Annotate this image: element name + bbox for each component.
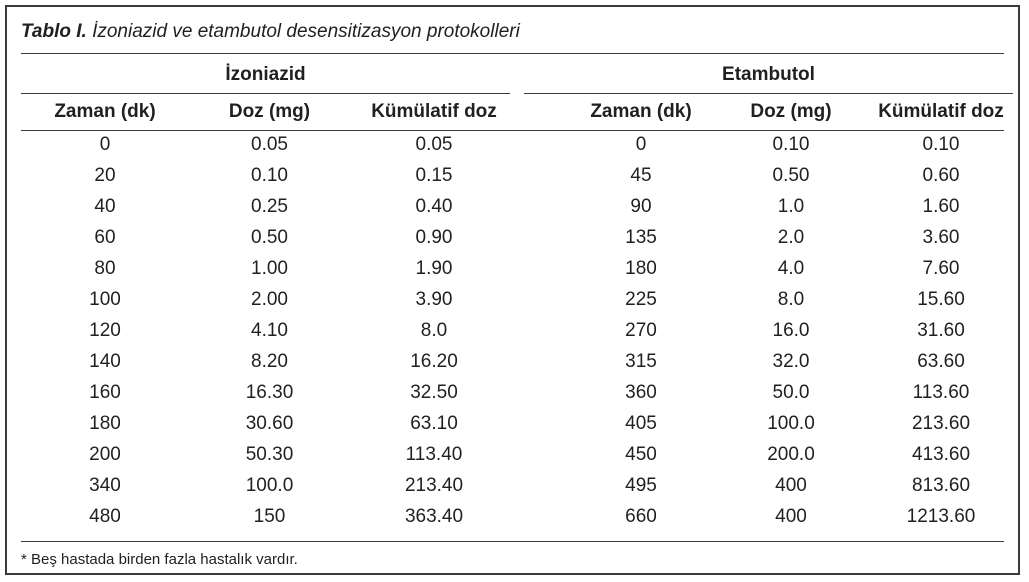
- table-cell: 363.40: [404, 506, 464, 527]
- table-cell: 0.05: [415, 134, 453, 155]
- table-cell: 480: [89, 506, 121, 527]
- table-row: [7, 191, 1022, 222]
- column-header: Kümülatif doz: [371, 101, 497, 122]
- table-cell: 225: [625, 289, 657, 310]
- table-row: [7, 253, 1022, 284]
- table-cell: 8.0: [420, 320, 448, 341]
- table-caption: [21, 21, 520, 43]
- table-cell: 1.00: [251, 258, 288, 279]
- table-row: [7, 439, 1022, 470]
- table-cell: 413.60: [911, 444, 971, 465]
- table-cell: 60: [94, 227, 116, 248]
- column-header: Kümülatif doz: [878, 101, 1004, 122]
- table-cell: 4.0: [777, 258, 805, 279]
- table-row: [7, 222, 1022, 253]
- table-row: [7, 470, 1022, 501]
- column-header: Doz (mg): [228, 101, 311, 122]
- table-row: [7, 284, 1022, 315]
- column-header: Zaman (dk): [590, 101, 692, 122]
- table-cell: 450: [625, 444, 657, 465]
- table-cell: 140: [89, 351, 121, 372]
- table-cell: 15.60: [917, 289, 965, 310]
- table-cell: 315: [625, 351, 657, 372]
- table-cell: 4.10: [251, 320, 288, 341]
- table-cell: 7.60: [922, 258, 960, 279]
- table-cell: 8.20: [251, 351, 288, 372]
- top-rule: [21, 53, 1004, 54]
- table-cell: 50.30: [245, 444, 294, 465]
- table-row: [7, 377, 1022, 408]
- table-cell: 0.05: [251, 134, 288, 155]
- table-cell: 16.30: [245, 382, 294, 403]
- table-cell: 1.60: [922, 196, 960, 217]
- table-cell: 0.25: [251, 196, 288, 217]
- table-cell: 405: [625, 413, 657, 434]
- table-cell: 0.50: [772, 165, 810, 186]
- table-row: [7, 501, 1022, 532]
- table-cell: 32.50: [410, 382, 458, 403]
- table-cell: 135: [625, 227, 657, 248]
- table-cell: 16.0: [772, 320, 810, 341]
- table-cell: 40: [94, 196, 116, 217]
- footnote: * Beş hastada birden fazla hastalık vardır.: [21, 551, 298, 568]
- table-cell: 30.60: [245, 413, 294, 434]
- bottom-rule: [21, 541, 1004, 542]
- table-cell: 45: [630, 165, 652, 186]
- table-cell: 1.90: [415, 258, 453, 279]
- table-cell: 50.0: [772, 382, 810, 403]
- table-cell: 213.60: [911, 413, 971, 434]
- table-cell: 0.10: [772, 134, 810, 155]
- table-body: [7, 129, 1022, 532]
- group-header-izoniazid: İzoniazid: [225, 64, 306, 85]
- table-row: [7, 315, 1022, 346]
- table-cell: 1213.60: [906, 506, 976, 527]
- table-cell: 340: [89, 475, 121, 496]
- table-cell: 2.00: [251, 289, 288, 310]
- table-cell: 80: [94, 258, 116, 279]
- table-cell: 495: [625, 475, 657, 496]
- table-cell: 150: [253, 506, 286, 527]
- table-cell: 0: [99, 134, 111, 155]
- table-cell: 120: [89, 320, 121, 341]
- table-cell: 2.0: [777, 227, 805, 248]
- table-cell: 0: [635, 134, 647, 155]
- table-cell: 3.90: [415, 289, 453, 310]
- column-header: Doz (mg): [750, 101, 832, 122]
- table-cell: 63.10: [410, 413, 458, 434]
- table-row: [7, 129, 1022, 160]
- table-cell: 0.90: [415, 227, 453, 248]
- table-cell: 63.60: [917, 351, 965, 372]
- table-row: [7, 346, 1022, 377]
- group-rule-right: [524, 93, 1013, 94]
- table-cell: 31.60: [917, 320, 965, 341]
- table-cell: 0.50: [251, 227, 288, 248]
- table-cell: 16.20: [410, 351, 458, 372]
- group-rule-left: [21, 93, 510, 94]
- table-cell: 100: [89, 289, 121, 310]
- table-cell: 180: [89, 413, 121, 434]
- table-cell: 660: [625, 506, 657, 527]
- table-cell: 100.0: [767, 413, 815, 434]
- table-cell: 113.40: [405, 444, 463, 465]
- table-cell: 160: [89, 382, 121, 403]
- caption-label: Tablo I.: [21, 21, 87, 42]
- table-cell: 200: [89, 444, 121, 465]
- table-cell: 813.60: [911, 475, 971, 496]
- table-cell: 180: [625, 258, 657, 279]
- group-header-etambutol: Etambutol: [722, 64, 815, 85]
- table-cell: 90: [630, 196, 652, 217]
- table-cell: 0.10: [251, 165, 288, 186]
- table-cell: 8.0: [777, 289, 805, 310]
- table-cell: 360: [625, 382, 657, 403]
- table-cell: 200.0: [767, 444, 815, 465]
- table-cell: 0.10: [922, 134, 960, 155]
- table-frame: [5, 5, 1020, 575]
- caption-text: İzoniazid ve etambutol desensitizasyon protokolleri: [92, 21, 520, 42]
- table-cell: 400: [775, 506, 807, 527]
- table-cell: 100.0: [245, 475, 294, 496]
- table-cell: 113.60: [912, 382, 970, 403]
- table-row: [7, 160, 1022, 191]
- table-cell: 0.60: [922, 165, 960, 186]
- column-header: Zaman (dk): [54, 101, 156, 122]
- table-cell: 400: [775, 475, 807, 496]
- table-cell: 0.15: [415, 165, 453, 186]
- table-cell: 3.60: [922, 227, 960, 248]
- table-row: [7, 408, 1022, 439]
- table-cell: 213.40: [404, 475, 464, 496]
- table-cell: 20: [94, 165, 116, 186]
- table-cell: 270: [625, 320, 657, 341]
- table-cell: 32.0: [772, 351, 810, 372]
- table-cell: 0.40: [415, 196, 453, 217]
- table-cell: 1.0: [777, 196, 805, 217]
